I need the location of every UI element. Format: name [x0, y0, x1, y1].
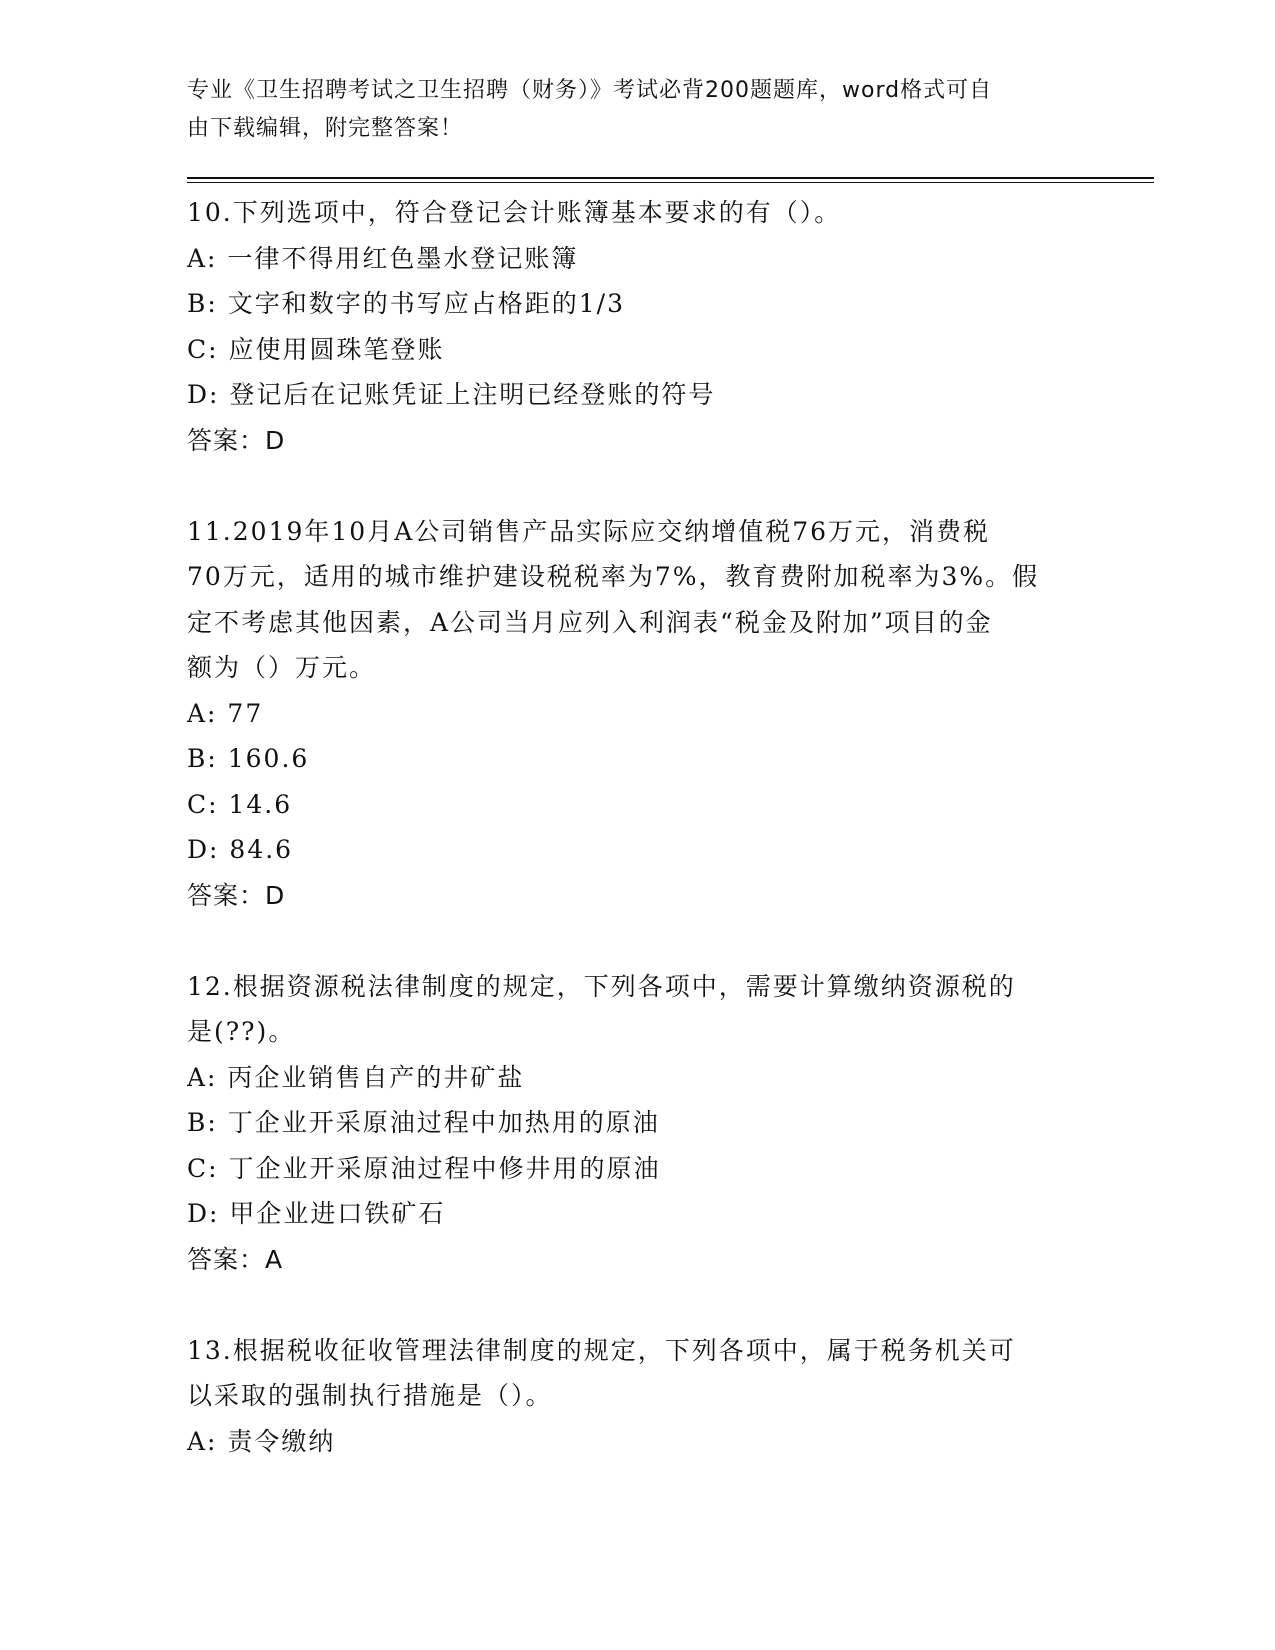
option-b: B: 文字和数字的书写应占格距的1/3 — [187, 289, 625, 318]
question-12 — [187, 964, 1087, 1283]
option-d: D: 84.6 — [187, 835, 294, 864]
option-b: B: 160.6 — [187, 744, 310, 773]
option-c: C: 丁企业开采原油过程中修井用的原油 — [187, 1153, 661, 1183]
option-c: C: 14.6 — [187, 789, 293, 819]
question-spacer — [187, 918, 1087, 964]
answer-line: 答案：D — [187, 425, 286, 455]
option-d: D: 甲企业进口铁矿石 — [187, 1199, 446, 1228]
header-divider-thin — [187, 182, 1154, 183]
question-spacer — [187, 1282, 1087, 1328]
question-stem: 以采取的强制执行措施是（）。 — [187, 1381, 553, 1410]
question-13 — [187, 1328, 1087, 1465]
question-stem: 10.下列选项中，符合登记会计账簿基本要求的有（）。 — [187, 198, 842, 227]
option-d: D: 登记后在记账凭证上注明已经登账的符号 — [187, 380, 716, 409]
header-divider-thick — [187, 177, 1154, 179]
question-stem: 11.2019年10月A公司销售产品实际应交纳增值税76万元，消费税 — [187, 516, 991, 546]
option-a: A: 责令缴纳 — [187, 1426, 336, 1456]
question-stem: 12.根据资源税法律制度的规定，下列各项中，需要计算缴纳资源税的 — [187, 971, 1016, 1001]
question-stem: 定不考虑其他因素，A公司当月应列入利润表“税金及附加”项目的金 — [187, 607, 993, 637]
option-a: A: 丙企业销售自产的井矿盐 — [187, 1062, 525, 1092]
question-stem: 额为（）万元。 — [187, 653, 377, 682]
answer-line: 答案：D — [187, 880, 286, 910]
option-a: A: 77 — [187, 698, 264, 728]
question-list — [187, 190, 1087, 1464]
option-a: A: 一律不得用红色墨水登记账簿 — [187, 243, 579, 273]
answer-line: 答案：A — [187, 1244, 284, 1274]
option-c: C: 应使用圆珠笔登账 — [187, 334, 445, 364]
question-spacer — [187, 463, 1087, 509]
question-stem: 70万元，适用的城市维护建设税税率为7%，教育费附加税率为3%。假 — [187, 562, 1040, 591]
option-b: B: 丁企业开采原油过程中加热用的原油 — [187, 1108, 660, 1137]
header-line-2: 由下载编辑，附完整答案！ — [187, 116, 464, 141]
document-header — [187, 72, 1067, 148]
question-stem: 13.根据税收征收管理法律制度的规定，下列各项中，属于税务机关可 — [187, 1335, 1016, 1365]
question-10 — [187, 190, 1087, 463]
question-11 — [187, 509, 1087, 919]
question-stem: 是(??)。 — [187, 1017, 296, 1046]
header-line-1: 专业《卫生招聘考试之卫生招聘（财务）》考试必背200题题库，word格式可自 — [187, 78, 993, 103]
